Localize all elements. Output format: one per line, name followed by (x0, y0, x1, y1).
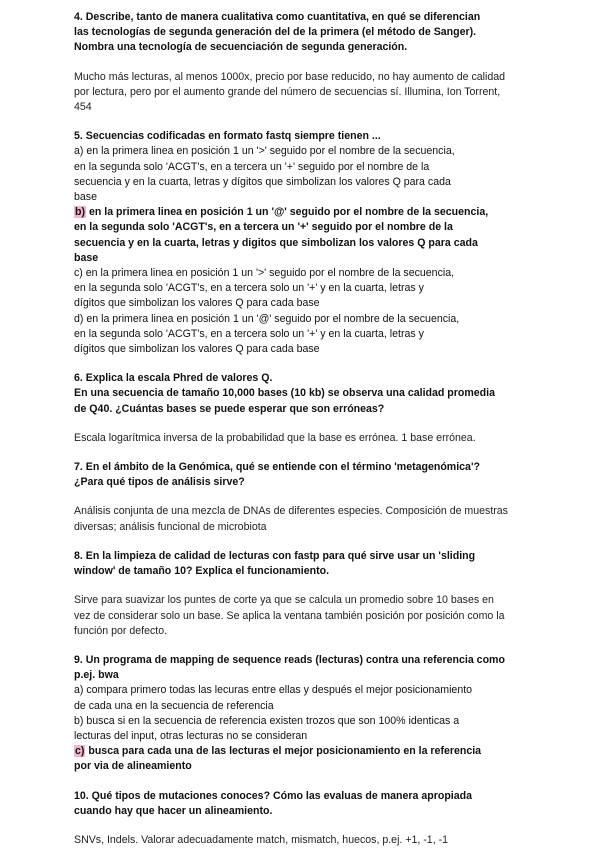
option-c-selected (74, 744, 534, 759)
question-8 (74, 549, 534, 639)
question-title: las tecnologías de segunda generación del de la primera (el método de Sanger). (74, 26, 477, 39)
question-title: 7. En el ámbito de la Genómica, qué se entiende con el término 'metagenómica'? (74, 461, 480, 474)
answer-text: Sirve para suavizar los puntes de corte ya que se calcula un promedio sobre 10 bases en (74, 594, 494, 607)
answer-text: Mucho más lecturas, al menos 1000x, precio por base reducido, no hay aumento de calidad (74, 70, 506, 83)
highlight-marker: c) (75, 745, 85, 758)
question-title: ¿Para qué tipos de análisis sirve? (74, 476, 245, 489)
option-c: dígitos que simbolizan los valores Q para cada base (74, 297, 320, 310)
question-title: Nombra una tecnología de secuenciación de segunda generación. (74, 41, 408, 54)
option-c: c) en la primera linea en posición 1 un '>' seguido por el nombre de la secuencia, (74, 267, 455, 280)
question-title: p.ej. bwa (74, 669, 119, 682)
option-b-selected: base (74, 251, 99, 264)
highlight-marker: b) (75, 206, 85, 219)
option-text: busca para cada una de las lecturas el mejor posicionamiento en la referencia (85, 745, 482, 758)
question-title: window' de tamaño 10? Explica el funcionamiento. (74, 565, 330, 578)
answer-text: función por defecto. (74, 624, 168, 637)
option-b: b) busca si en la secuencia de referencia existen trozos que son 100% identicas a (74, 714, 460, 727)
question-title: 9. Un programa de mapping de sequence reads (lecturas) contra una referencia como (74, 653, 505, 666)
answer-text: SNVs, Indels. Valorar adecuadamente match, mismatch, huecos, p.ej. +1, -1, -1 (74, 833, 449, 846)
option-b-selected: en la segunda solo 'ACGT's, en a tercera un '+' seguido por el nombre de la (74, 221, 453, 234)
option-b: lecturas del input, otras lecturas no se consideran (74, 729, 308, 742)
option-d: d) en la primera linea en posición 1 un '@' seguido por el nombre de la secuencia, (74, 312, 460, 325)
question-7 (74, 460, 534, 535)
document-page (74, 10, 534, 848)
question-title: 5. Secuencias codificadas en formato fastq siempre tienen ... (74, 130, 381, 143)
option-a: a) compara primero todas las lecuras entre ellas y después el mejor posicionamiento (74, 684, 473, 697)
question-title: de Q40. ¿Cuántas bases se puede esperar que son erróneas? (74, 402, 385, 415)
answer-text: por lectura, pero por el aumento grande del número de secuencias sí. Illumina, Ion Torrent, (74, 85, 501, 98)
answer-text: Análisis conjunta de una mezcla de DNAs de diferentes especies. Composición de muestras (74, 505, 508, 518)
option-d: dígitos que simbolizan los valores Q para cada base (74, 343, 320, 356)
question-title: 10. Qué tipos de mutaciones conoces? Cómo las evaluas de manera apropiada (74, 789, 472, 802)
question-10 (74, 789, 534, 848)
option-c: en la segunda solo 'ACGT's, en a tercera solo un '+' y en la cuarta, letras y (74, 282, 424, 295)
option-c-selected: por via de alineamiento (74, 760, 192, 773)
answer-text: vez de considerar solo un base. Se aplica la ventana también posición por posición como la (74, 609, 505, 622)
option-text: en la primera linea en posición 1 un '@' seguido por el nombre de la secuencia, (86, 206, 489, 219)
answer-text: Escala logarítmica inversa de la probabilidad que la base es errónea. 1 base errónea. (74, 431, 476, 444)
option-a: a) en la primera linea en posición 1 un '>' seguido por el nombre de la secuencia, (74, 145, 455, 158)
question-title: 6. Explica la escala Phred de valores Q. (74, 372, 273, 385)
question-title: 4. Describe, tanto de manera cualitativa como cuantitativa, en qué se diferencian (74, 11, 481, 23)
question-title: cuando hay que hacer un alineamiento. (74, 804, 273, 817)
question-5 (74, 129, 534, 357)
option-a: secuencia y en la cuarta, letras y dígitos que simbolizan los valores Q para cada (74, 175, 451, 188)
option-a: en la segunda solo 'ACGT's, en a tercera un '+' seguido por el nombre de la (74, 160, 430, 173)
question-6 (74, 371, 534, 446)
question-4 (74, 10, 534, 115)
option-b-selected (74, 205, 534, 220)
question-9 (74, 653, 534, 775)
option-d: en la segunda solo 'ACGT's, en a tercera solo un '+' y en la cuarta, letras y (74, 327, 424, 340)
option-a: de cada una en la secuencia de referencia (74, 699, 274, 712)
question-title: En una secuencia de tamaño 10,000 bases (10 kb) se observa una calidad promedia (74, 387, 495, 400)
question-title: 8. En la limpieza de calidad de lecturas con fastp para qué sirve usar un 'sliding (74, 549, 476, 562)
option-b-selected: secuencia y en la cuarta, letras y digitos que simbolizan los valores Q para cada (74, 236, 478, 249)
answer-text: diversas; análisis funcional de microbiota (74, 520, 267, 533)
option-a: base (74, 191, 97, 204)
answer-text: 454 (74, 101, 92, 114)
